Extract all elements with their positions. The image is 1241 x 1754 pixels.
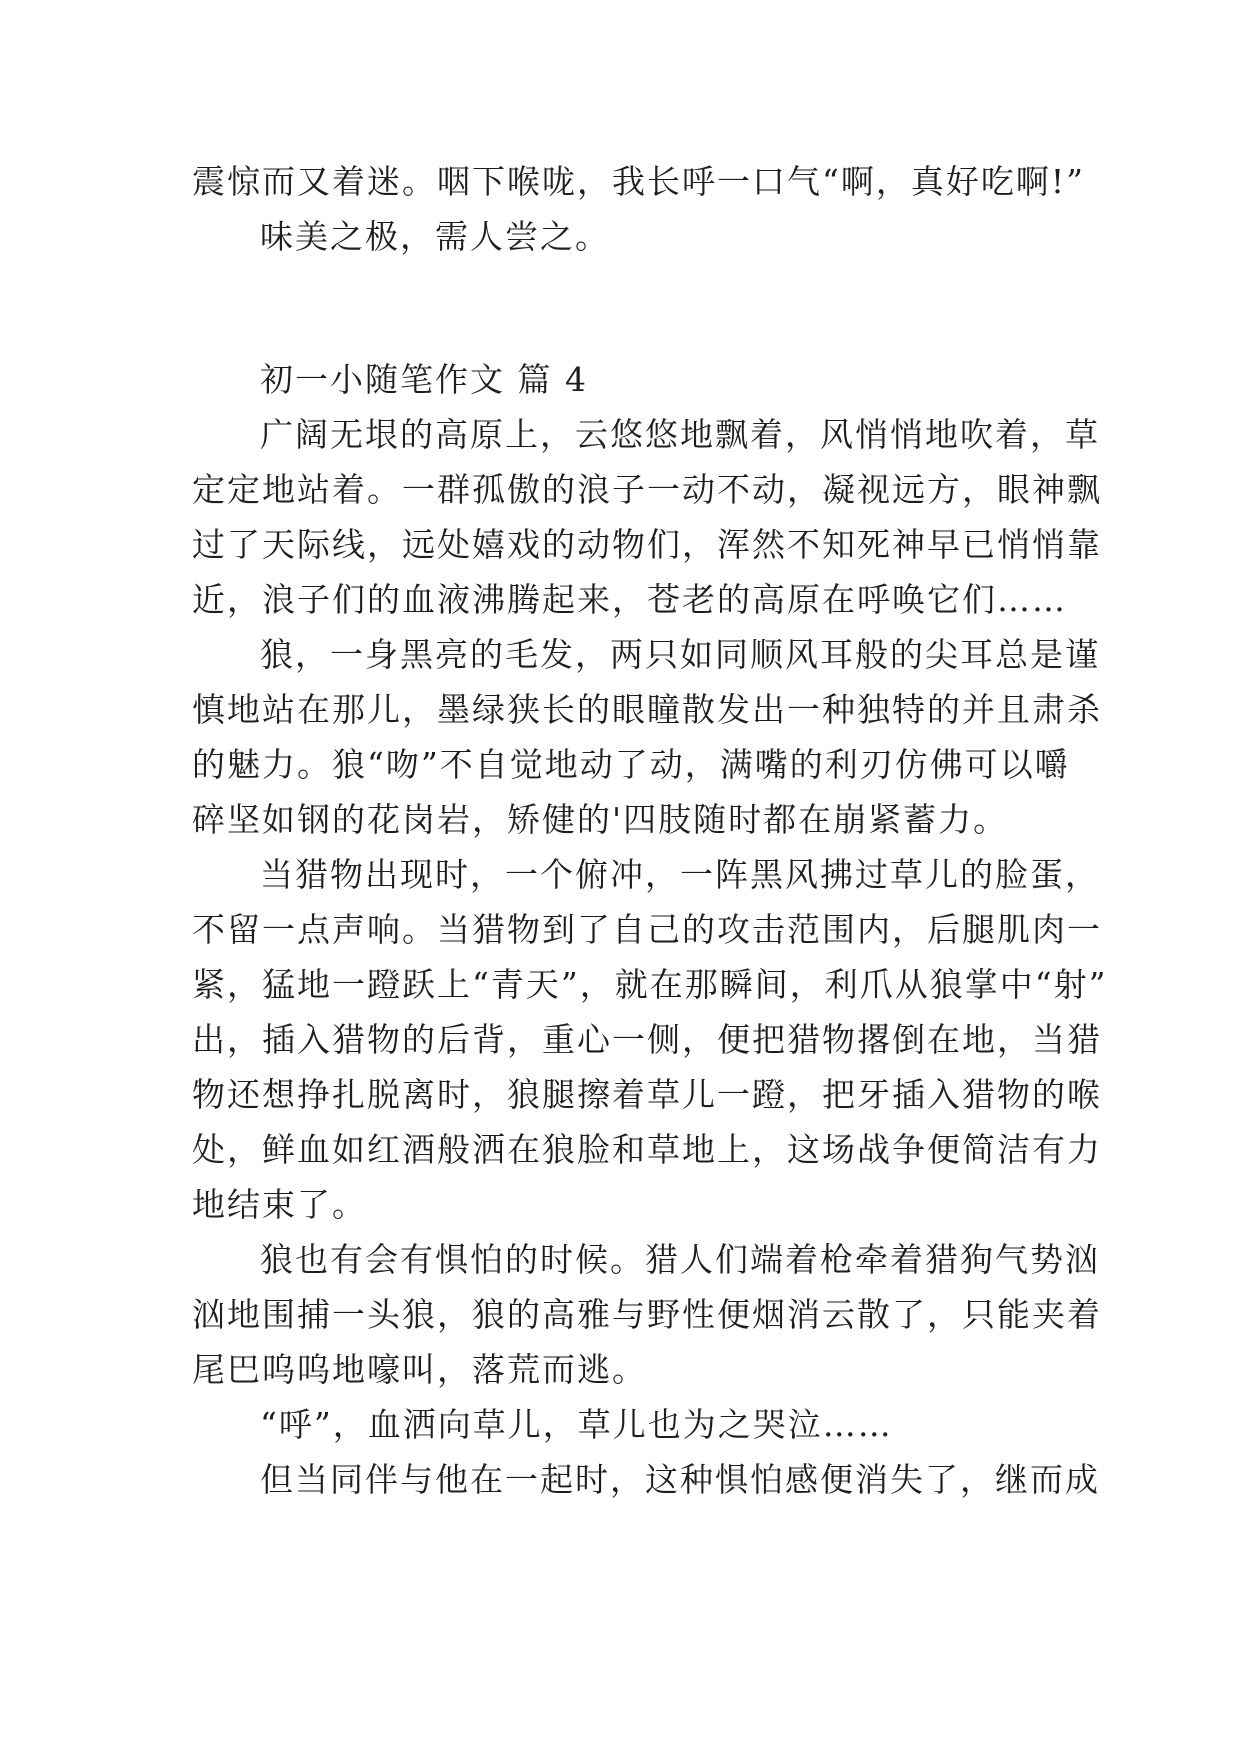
paragraph-2 (192, 209, 1062, 264)
text-line: 当猎物出现时，一个俯冲，一阵黑风拂过草儿的脸蛋， (260, 855, 1100, 894)
text-line: 定定地站着。一群孤傲的浪子一动不动，凝视远方，眼神飘 (192, 470, 1102, 509)
text-line: 不留一点声响。当猎物到了自己的攻击范围内，后腿肌肉一 (192, 910, 1102, 949)
section-gap (192, 264, 1062, 352)
text-line: 尾巴呜呜地嚎叫，落荒而逃。 (192, 1350, 647, 1389)
text-line: 紧，猛地一蹬跃上“青天”，就在那瞬间，利爪从狼掌中“射” (192, 965, 1108, 1004)
paragraph-8 (192, 1452, 1100, 1507)
text-line: 但当同伴与他在一起时，这种惧怕感便消失了，继而成 (260, 1460, 1100, 1499)
text-line: 过了天际线，远处嬉戏的动物们，浑然不知死神早已悄悄靠 (192, 525, 1102, 564)
text-line: 碎坚如钢的花岗岩，矫健的'四肢随时都在崩紧蓄力。 (192, 800, 1009, 839)
text-line: 狼也有会有惧怕的时候。猎人们端着枪牵着猎狗气势汹 (260, 1240, 1100, 1279)
text-line: 狼，一身黑亮的毛发，两只如同顺风耳般的尖耳总是谨 (260, 635, 1100, 674)
paragraph-1 (192, 154, 1086, 209)
paragraph-4 (192, 627, 1102, 847)
text-line: 物还想挣扎脱离时，狼腿擦着草儿一蹬，把牙插入猎物的喉 (192, 1075, 1102, 1114)
text-line: 震惊而又着迷。咽下喉咙，我长呼一口气“啊，真好吃啊!” (192, 162, 1086, 201)
paragraph-7 (192, 1397, 1062, 1452)
text-line: “呼”，血洒向草儿，草儿也为之哭泣…… (260, 1405, 893, 1444)
paragraph-3 (192, 407, 1102, 627)
paragraph-6 (192, 1232, 1102, 1397)
paragraph-5 (192, 847, 1108, 1232)
section-heading: 初一小随笔作文 篇 4 (260, 360, 588, 399)
text-line: 慎地站在那儿，墨绿狭长的眼瞳散发出一种独特的并且肃杀 (192, 690, 1102, 729)
document-body (192, 154, 1108, 1507)
text-line: 汹地围捕一头狼，狼的高雅与野性便烟消云散了，只能夹着 (192, 1295, 1102, 1334)
text-line: 近，浪子们的血液沸腾起来，苍老的高原在呼唤它们…… (192, 580, 1067, 619)
text-line: 味美之极，需人尝之。 (260, 217, 610, 256)
text-line: 的魅力。狼“吻”不自觉地动了动，满嘴的利刃仿佛可以嚼 (192, 745, 1070, 784)
text-line: 出，插入猎物的后背，重心一侧，便把猎物撂倒在地，当猎 (192, 1020, 1102, 1059)
text-line: 地结束了。 (192, 1185, 367, 1224)
text-line: 广阔无垠的高原上，云悠悠地飘着，风悄悄地吹着，草 (260, 415, 1100, 454)
text-line: 处，鲜血如红酒般洒在狼脸和草地上，这场战争便简洁有力 (192, 1130, 1102, 1169)
